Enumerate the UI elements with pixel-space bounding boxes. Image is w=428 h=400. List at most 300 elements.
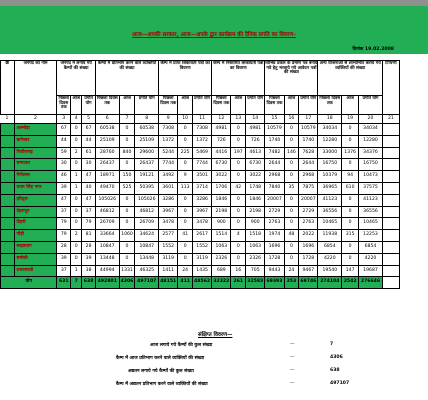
table-cell: 1063	[246, 241, 265, 253]
row-sn	[1, 218, 15, 230]
table-cell: 0	[342, 218, 359, 230]
table-cell: 42	[231, 182, 246, 194]
table-cell: 1552	[159, 241, 178, 253]
row-sn	[1, 230, 15, 242]
table-cell: 7308	[193, 124, 212, 136]
table-cell: 705	[246, 265, 265, 277]
table-cell: 1696	[265, 241, 284, 253]
table-cell: 3119	[193, 253, 212, 265]
remarks-cell	[382, 218, 399, 230]
table-cell: 39	[82, 253, 96, 265]
report-date: दिनांक 19.02.2008	[352, 47, 394, 52]
table-cell: 20007	[265, 194, 284, 206]
table-cell: 1728	[265, 253, 284, 265]
table-cell: 1372	[159, 135, 178, 147]
total-row	[1, 277, 400, 289]
table-cell: 726	[246, 135, 265, 147]
table-cell: 6730	[246, 159, 265, 171]
summary-value: 7	[330, 342, 334, 347]
table-cell: 94	[342, 171, 359, 183]
remarks-cell	[382, 124, 399, 136]
table-cell: 4416	[212, 147, 231, 159]
row-sn	[1, 241, 15, 253]
table-cell: 2	[71, 230, 82, 242]
table-cell: 4220	[318, 253, 342, 265]
table-cell: 28760	[95, 147, 119, 159]
table-row	[1, 253, 400, 265]
table-cell: 0	[342, 124, 359, 136]
column-number: 12	[212, 115, 231, 124]
table-cell: 0	[71, 194, 82, 206]
table-cell: 46812	[135, 206, 159, 218]
summary-value: 4306	[330, 355, 343, 360]
subheader-2-0: पिछला दिवस तक	[159, 96, 178, 115]
total-cell: 274104	[318, 277, 342, 289]
table-cell: 840	[119, 147, 135, 159]
table-cell: 1974	[265, 230, 284, 242]
remarks-cell	[382, 253, 399, 265]
total-cell: 48562	[193, 277, 212, 289]
table-cell: 1	[71, 265, 82, 277]
table-cell: 2198	[212, 206, 231, 218]
table-cell: 4	[231, 230, 246, 242]
subheader-5-1: आज	[342, 96, 359, 115]
summary-label: कैम्प में अद्यतन प्रतिभाग करने वाले व्यक्तियों की संख्या	[116, 382, 208, 387]
table-cell: 47	[82, 171, 96, 183]
table-cell: 0	[284, 206, 299, 218]
table-cell: 0	[178, 253, 193, 265]
table-cell: 0	[231, 218, 246, 230]
total-cell: 631	[57, 277, 71, 289]
table-cell: 0	[284, 253, 299, 265]
table-cell: 2968	[265, 171, 284, 183]
table-cell: 2326	[246, 253, 265, 265]
row-sn	[1, 171, 15, 183]
table-cell: 3967	[159, 206, 178, 218]
table-row	[1, 206, 400, 218]
subheader-0-0: पिछला दिवस तक	[57, 96, 71, 115]
table-cell: 39	[57, 253, 71, 265]
table-row	[1, 171, 400, 183]
table-cell: 29600	[135, 147, 159, 159]
table-cell: 41	[178, 230, 193, 242]
table-cell: 34624	[135, 230, 159, 242]
district-name: हरिद्वार	[14, 194, 57, 206]
table-cell: 30	[82, 159, 96, 171]
table-cell: 0	[119, 206, 135, 218]
table-cell: 0	[231, 135, 246, 147]
table-cell: 1706	[212, 182, 231, 194]
table-cell: 19540	[318, 265, 342, 277]
table-cell: 2644	[299, 159, 318, 171]
column-number: 5	[82, 115, 96, 124]
table-cell: 28	[82, 241, 96, 253]
table-row	[1, 135, 400, 147]
header-district: जनपद का नाम	[14, 61, 57, 115]
table-cell: 1	[71, 182, 82, 194]
table-cell: 1063	[212, 241, 231, 253]
table-row	[1, 230, 400, 242]
table-cell: 3601	[159, 182, 178, 194]
table-cell: 2729	[265, 206, 284, 218]
district-name: नैनीताल	[14, 171, 57, 183]
table-cell: 37	[57, 265, 71, 277]
table-cell: 33664	[95, 230, 119, 242]
table-cell: 1728	[299, 253, 318, 265]
row-sn	[1, 265, 15, 277]
table-cell: 3286	[159, 194, 178, 206]
header-sn: क्र	[1, 61, 15, 115]
summary-dash: —	[290, 342, 295, 347]
summary-dash: —	[290, 368, 295, 373]
table-cell: 44	[57, 135, 71, 147]
table-cell: 113	[178, 182, 193, 194]
column-number: 10	[178, 115, 193, 124]
header-certificate-applications: विभिन्न प्रकार के प्रमाण पत्र बनाये गये हेतु भरवाये गये आवेदन पत्रों की संख्या	[265, 61, 318, 96]
table-cell: 0	[284, 135, 299, 147]
table-cell: 2	[71, 147, 82, 159]
subheader-1-0: पिछला दिवस तक	[95, 96, 119, 115]
table-cell: 0	[71, 241, 82, 253]
remarks-cell	[382, 194, 399, 206]
table-cell: 41123	[359, 194, 383, 206]
subheader-0-2: प्रगति योग	[82, 96, 96, 115]
table-cell: 3119	[159, 253, 178, 265]
summary-dash: —	[290, 381, 295, 386]
table-cell: 1331	[119, 265, 135, 277]
table-cell: 4981	[212, 124, 231, 136]
table-cell: 0	[119, 253, 135, 265]
table-cell: 0	[178, 241, 193, 253]
table-cell: 33000	[318, 147, 342, 159]
subheader-2-1: आज	[178, 96, 193, 115]
column-number: 3	[57, 115, 71, 124]
table-cell: 7308	[159, 124, 178, 136]
table-cell: 25109	[135, 135, 159, 147]
table-cell: 726	[212, 135, 231, 147]
table-cell: 0	[342, 159, 359, 171]
table-cell: 3478	[159, 218, 178, 230]
table-cell: 47	[82, 194, 96, 206]
table-row	[1, 241, 400, 253]
table-cell: 10379	[318, 171, 342, 183]
column-number: 17	[299, 115, 318, 124]
table-cell: 1846	[246, 194, 265, 206]
column-number: 11	[193, 115, 212, 124]
table-cell: 1696	[299, 241, 318, 253]
row-sn	[1, 147, 15, 159]
table-cell: 105026	[95, 194, 119, 206]
table-cell: 0	[231, 171, 246, 183]
table-cell: 12280	[318, 135, 342, 147]
table-cell: 2198	[246, 206, 265, 218]
table-cell: 18971	[95, 171, 119, 183]
table-cell: 34376	[359, 147, 383, 159]
table-cell: 30	[57, 159, 71, 171]
table-cell: 10465	[359, 218, 383, 230]
table-cell: 26437	[135, 159, 159, 171]
table-cell: 24	[178, 265, 193, 277]
table-cell: 0	[284, 171, 299, 183]
table-cell: 10473	[359, 171, 383, 183]
total-cell: 69746	[299, 277, 318, 289]
table-cell: 610	[342, 182, 359, 194]
column-number: 13	[231, 115, 246, 124]
table-cell: 38	[82, 265, 96, 277]
table-cell: 36556	[318, 206, 342, 218]
table-cell: 3286	[193, 194, 212, 206]
total-cell: 638	[82, 277, 96, 289]
table-cell: 0	[231, 206, 246, 218]
remarks-cell	[382, 182, 399, 194]
table-cell: 0	[71, 218, 82, 230]
table-cell: 0	[231, 253, 246, 265]
table-cell: 0	[178, 206, 193, 218]
table-cell: 4613	[246, 147, 265, 159]
column-number: 15	[265, 115, 284, 124]
table-cell: 16750	[359, 159, 383, 171]
district-name: अल्मोड़ा	[14, 124, 57, 136]
column-number: 6	[95, 115, 119, 124]
table-cell: 36965	[318, 182, 342, 194]
table-cell: 0	[231, 159, 246, 171]
table-cell: 3714	[193, 182, 212, 194]
table-cell: 147	[342, 265, 359, 277]
table-row	[1, 147, 400, 159]
subheader-3-2: प्रगति योग	[246, 96, 265, 115]
subheader-4-0: पिछला दिवस तक	[265, 96, 284, 115]
total-cell: 4306	[119, 277, 135, 289]
table-cell: 49470	[95, 182, 119, 194]
table-cell: 7744	[193, 159, 212, 171]
table-cell: 0	[342, 206, 359, 218]
header-remarks: टिप्पणी	[382, 61, 399, 115]
table-cell: 0	[231, 194, 246, 206]
table-cell: 10465	[318, 218, 342, 230]
table-cell: 59	[57, 147, 71, 159]
table-cell: 79	[82, 218, 96, 230]
table-cell: 2644	[265, 159, 284, 171]
table-cell: 0	[178, 218, 193, 230]
district-name: टिहरी	[14, 218, 57, 230]
table-cell: 900	[212, 218, 231, 230]
table-cell: 24	[284, 265, 299, 277]
table-cell: 46	[57, 171, 71, 183]
table-cell: 3478	[193, 218, 212, 230]
subheader-3-1: आज	[231, 96, 246, 115]
table-cell: 37	[57, 206, 71, 218]
subheader-5-2: प्रगति योग	[359, 96, 383, 115]
column-number: 1	[5, 115, 9, 121]
table-cell: 20007	[299, 194, 318, 206]
table-cell: 1060	[119, 230, 135, 242]
table-cell: 2763	[299, 218, 318, 230]
table-cell: 0	[284, 218, 299, 230]
table-cell: 36556	[359, 206, 383, 218]
summary-dash: —	[290, 355, 295, 360]
table-cell: 3022	[212, 171, 231, 183]
total-remarks-cell	[382, 277, 399, 289]
table-cell: 150	[119, 171, 135, 183]
column-number: 4	[71, 115, 82, 124]
table-cell: 7840	[265, 182, 284, 194]
column-number: 2	[14, 115, 57, 124]
table-cell: 67	[57, 124, 71, 136]
table-cell: 9467	[299, 265, 318, 277]
table-cell: 1435	[193, 265, 212, 277]
table-cell: 4981	[246, 124, 265, 136]
table-cell: 6854	[318, 241, 342, 253]
table-cell: 900	[246, 218, 265, 230]
table-cell: 34034	[359, 124, 383, 136]
column-number: 21	[382, 115, 399, 124]
table-cell: 2022	[299, 230, 318, 242]
row-sn	[1, 182, 15, 194]
report-title: आज—अपकी सरकार, आज—अपके द्वार कार्यक्रम की दैनिक प्रगति का विवरण–	[131, 32, 297, 38]
district-name: चम्पावत	[14, 159, 57, 171]
table-cell: 19687	[359, 265, 383, 277]
table-cell: 0	[119, 124, 135, 136]
progress-table	[0, 60, 400, 289]
table-cell: 26709	[95, 218, 119, 230]
summary-label: आज लगाये गये कैम्पों की कुल संख्या	[150, 343, 213, 348]
table-cell: 6854	[359, 241, 383, 253]
total-cell: 411	[178, 277, 193, 289]
table-cell: 35	[284, 182, 299, 194]
district-name: देहरादून	[14, 206, 57, 218]
table-cell: 79	[57, 230, 71, 242]
table-cell: 315	[342, 230, 359, 242]
subheader-5-0: पिछला दिवस तक	[318, 96, 342, 115]
summary-label: कैम्प में आज प्रतिभाग करने वाले व्यक्तियों की संख्या	[116, 356, 205, 361]
table-cell: 48	[284, 230, 299, 242]
column-number: 14	[246, 115, 265, 124]
table-cell: 50395	[135, 182, 159, 194]
summary-value: 638	[330, 368, 340, 373]
table-cell: 0	[342, 194, 359, 206]
table-cell: 3501	[193, 171, 212, 183]
summary-label: अद्यतन लगाये गये कैम्पों की कुल संख्या	[128, 369, 194, 374]
table-cell: 0	[71, 124, 82, 136]
district-name: बागेश्वर	[14, 135, 57, 147]
subheader-2-2: प्रगति योग	[193, 96, 212, 115]
column-number: 18	[318, 115, 342, 124]
table-cell: 0	[231, 241, 246, 253]
table-cell: 10579	[265, 124, 284, 136]
header-complaints-disposed: कैम्प में निस्तारित शिकायती पत्रों का विवरण	[212, 61, 265, 96]
table-cell: 60538	[135, 124, 159, 136]
table-cell: 2763	[265, 218, 284, 230]
table-cell: 25109	[95, 135, 119, 147]
table-cell: 0	[119, 159, 135, 171]
total-cell: 32322	[212, 277, 231, 289]
total-cell: 32583	[246, 277, 265, 289]
table-cell: 4220	[359, 253, 383, 265]
remarks-cell	[382, 135, 399, 147]
table-cell: 0	[178, 124, 193, 136]
table-cell: 46325	[135, 265, 159, 277]
district-name: उधम सिंह नगर	[14, 182, 57, 194]
table-cell: 0	[284, 241, 299, 253]
table-cell: 1552	[193, 241, 212, 253]
remarks-cell	[382, 171, 399, 183]
table-cell: 0	[71, 253, 82, 265]
table-cell: 2729	[299, 206, 318, 218]
table-cell: 0	[342, 241, 359, 253]
total-cell: 2542	[342, 277, 359, 289]
row-sn	[1, 159, 15, 171]
table-cell: 19121	[135, 171, 159, 183]
table-cell: 44994	[95, 265, 119, 277]
row-sn	[1, 194, 15, 206]
row-sn	[1, 253, 15, 265]
header-beneficiaries: अन्य योजनाओं से लाभान्वित कराये गये व्यक्तियों की संख्या	[318, 61, 382, 96]
column-number: 7	[119, 115, 135, 124]
total-cell: 261	[231, 277, 246, 289]
row-sn	[1, 206, 15, 218]
table-cell: 1372	[193, 135, 212, 147]
table-row	[1, 194, 400, 206]
district-name: रूद्रप्रयाग	[14, 241, 57, 253]
table-row	[1, 124, 400, 136]
table-cell: 0	[284, 194, 299, 206]
header-complaints-received: कैम्प में प्राप्त शिकायती पत्रों का विवरण	[159, 61, 212, 96]
table-cell: 0	[119, 135, 135, 147]
table-cell: 0	[178, 159, 193, 171]
table-cell: 0	[178, 194, 193, 206]
table-cell: 0	[342, 135, 359, 147]
table-cell: 3967	[193, 206, 212, 218]
table-cell: 2326	[212, 253, 231, 265]
total-cell: 48151	[159, 277, 178, 289]
table-cell: 146	[284, 147, 299, 159]
table-cell: 61	[82, 147, 96, 159]
table-cell: 5469	[193, 147, 212, 159]
table-cell: 10847	[135, 241, 159, 253]
table-cell: 1846	[212, 194, 231, 206]
summary-title: संक्षिप्त विवरण—	[198, 332, 233, 338]
table-cell: 0	[119, 194, 135, 206]
table-cell: 0	[71, 206, 82, 218]
table-cell: 11938	[318, 230, 342, 242]
table-row	[1, 218, 400, 230]
table-cell: 81	[82, 230, 96, 242]
table-cell: 105026	[135, 194, 159, 206]
table-cell: 6730	[212, 159, 231, 171]
table-cell: 1518	[246, 230, 265, 242]
table-cell: 1376	[342, 147, 359, 159]
table-cell: 225	[178, 147, 193, 159]
column-number: 20	[359, 115, 383, 124]
table-cell: 0	[71, 159, 82, 171]
table-cell: 26709	[135, 218, 159, 230]
column-number: 8	[135, 115, 159, 124]
table-cell: 5244	[159, 147, 178, 159]
district-name: पौड़ी	[14, 230, 57, 242]
table-cell: 37575	[359, 182, 383, 194]
table-cell: 2577	[159, 230, 178, 242]
table-cell: 7482	[265, 147, 284, 159]
table-cell: 67	[82, 124, 96, 136]
table-cell: 0	[231, 124, 246, 136]
table-cell: 9	[178, 171, 193, 183]
summary-value: 497107	[330, 381, 350, 386]
table-cell: 12280	[359, 135, 383, 147]
remarks-cell	[382, 265, 399, 277]
total-cell: 276646	[359, 277, 383, 289]
table-cell: 16750	[318, 159, 342, 171]
subheader-0-1: आज	[71, 96, 82, 115]
